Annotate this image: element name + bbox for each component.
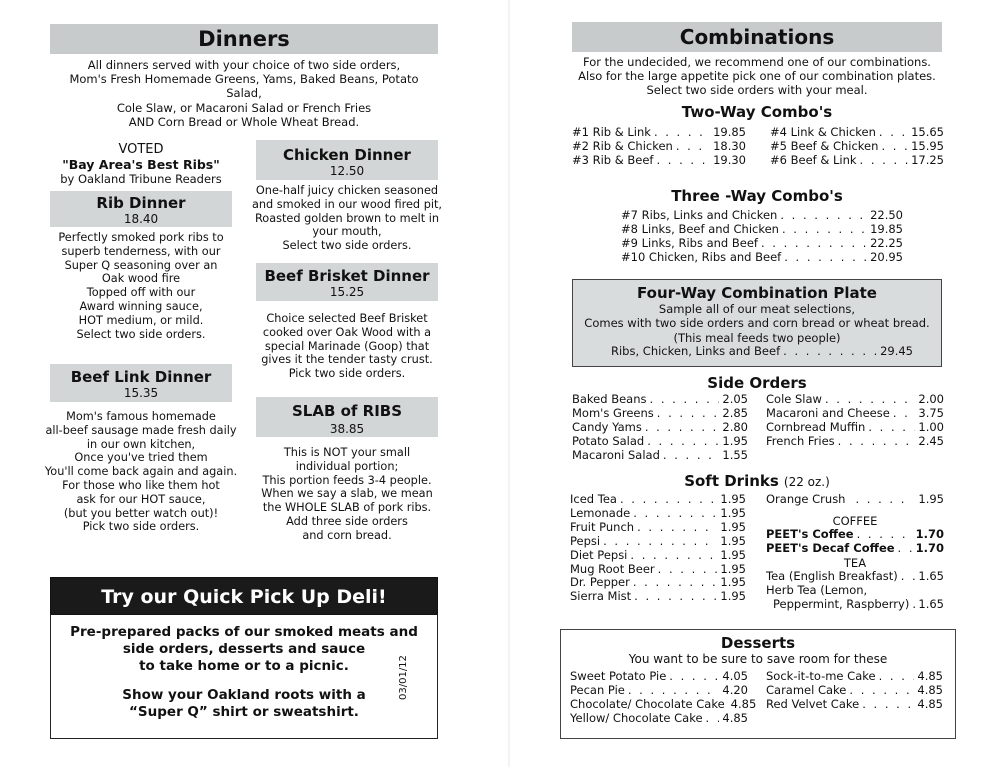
menu-item: Mug Root Beer . . . 1.95 bbox=[570, 563, 746, 577]
intro-line: Select two side orders with your meal. bbox=[646, 83, 868, 98]
desc-line: and corn bread. bbox=[302, 528, 392, 542]
menu-item-line: Herb Tea (Lemon, bbox=[766, 583, 868, 598]
desc-line: and smoked in our wood fired pit, bbox=[251, 197, 443, 211]
coffee-header: COFFEE bbox=[832, 513, 878, 528]
desc-line: cooked over Oak Wood with a bbox=[262, 325, 432, 339]
menu-item: Ribs, Chicken, Links and Beef . . . 29.45 bbox=[611, 345, 913, 359]
deli-line: Show your Oakland roots with a bbox=[122, 687, 366, 703]
deli-box bbox=[50, 614, 438, 739]
menu-item: #5 Beef & Chicken . . . 15.95 bbox=[770, 140, 944, 154]
rib-dinner-price: 18.40 bbox=[123, 212, 159, 226]
desc-line: (but you better watch out)! bbox=[63, 506, 219, 520]
side-orders-title: Side Orders bbox=[707, 374, 807, 392]
four-way-title: Four-Way Combination Plate bbox=[637, 284, 877, 302]
desserts-col2 bbox=[766, 670, 943, 712]
menu-item: Pepsi . . . 1.95 bbox=[570, 535, 746, 549]
beef-link-dinner-name: Beef Link Dinner bbox=[70, 368, 212, 386]
print-date bbox=[398, 610, 409, 700]
desserts-box bbox=[560, 629, 956, 739]
desc-line: Perfectly smoked pork ribs to bbox=[58, 231, 224, 244]
menu-item: #8 Links, Beef and Chicken . . . 19.85 bbox=[621, 223, 903, 237]
deli-line: side orders, desserts and sauce bbox=[122, 641, 366, 657]
desc-line: Select two side orders. bbox=[76, 327, 206, 341]
desc-line: Pick two side orders. bbox=[288, 367, 406, 381]
desc-line: Choice selected Beef Brisket bbox=[266, 312, 428, 325]
desc-line: Add three side orders bbox=[286, 514, 408, 528]
intro-line: All dinners served with your choice of two side orders, bbox=[87, 58, 401, 72]
desc-line: Pick two side orders. bbox=[82, 520, 200, 534]
desc-line: Select two side orders. bbox=[282, 239, 412, 253]
desc-line: One-half juicy chicken seasoned bbox=[255, 184, 439, 197]
four-way-line: Comes with two side orders and corn bread or wheat bread. bbox=[584, 316, 930, 331]
menu-item: Caramel Cake . . . 4.85 bbox=[766, 684, 943, 698]
four-way-box bbox=[572, 279, 942, 367]
menu-item: #3 Rib & Beef . . . 19.30 bbox=[572, 154, 746, 168]
menu-item: #4 Link & Chicken . . . 15.65 bbox=[770, 126, 944, 140]
desc-line: the WHOLE SLAB of pork ribs. bbox=[262, 501, 432, 515]
voted-badge bbox=[50, 143, 232, 187]
desc-line: Super Q seasoning over an bbox=[64, 258, 218, 272]
slab-ribs-desc bbox=[251, 446, 443, 543]
dinners-header bbox=[50, 24, 438, 54]
menu-item: Orange Crush . . . 1.95 bbox=[766, 493, 944, 507]
desc-line: special Marinade (Goop) that bbox=[264, 339, 430, 353]
menu-item: Candy Yams . . . 2.80 bbox=[572, 421, 748, 435]
desc-line: Award winning sauce, bbox=[79, 299, 203, 313]
desc-line: all-beef sausage made fresh daily bbox=[45, 423, 237, 437]
desc-line: You'll come back again and again. bbox=[44, 465, 238, 479]
voted-line: "Bay Area's Best Ribs" bbox=[62, 156, 220, 172]
intro-line: For the undecided, we recommend one of our combinations. bbox=[583, 55, 931, 69]
intro-line: Cole Slaw, or Macaroni Salad or French Fries bbox=[116, 100, 372, 115]
desc-line: For those who like them hot bbox=[62, 478, 220, 492]
brisket-dinner-price: 15.25 bbox=[329, 285, 365, 299]
menu-item: #6 Beef & Link . . . 17.25 bbox=[770, 154, 944, 168]
three-way-title: Three -Way Combo's bbox=[671, 187, 843, 205]
intro-line: Mom's Fresh Homemade Greens, Yams, Baked Beans, Potato Salad, bbox=[69, 72, 419, 101]
brisket-dinner-box bbox=[256, 263, 438, 301]
deli-title: Try our Quick Pick Up Deli! bbox=[101, 586, 387, 608]
deli-banner bbox=[50, 577, 438, 615]
desc-line: Once you've tried them bbox=[74, 451, 208, 465]
menu-item: Baked Beans . . . 2.05 bbox=[572, 393, 748, 407]
combinations-title: Combinations bbox=[679, 25, 835, 49]
menu-item: PEET's Decaf Coffee . . . 1.70 bbox=[766, 542, 944, 556]
menu-item: Macaroni Salad . . . 1.55 bbox=[572, 449, 748, 463]
menu-item: French Fries . . . 2.45 bbox=[766, 435, 944, 449]
desc-line: This portion feeds 3-4 people. bbox=[262, 473, 432, 487]
desserts-title: Desserts bbox=[720, 634, 796, 652]
side-orders-col2 bbox=[766, 393, 944, 449]
desc-line: When we say a slab, we mean bbox=[261, 487, 433, 501]
soft-drinks-title: Soft Drinks bbox=[684, 472, 779, 490]
deli-line: to take home or to a picnic. bbox=[139, 658, 349, 674]
four-way-line: Sample all of our meat selections, bbox=[658, 302, 856, 316]
beef-link-dinner-price: 15.35 bbox=[123, 386, 159, 400]
menu-item: Macaroni and Cheese . . . 3.75 bbox=[766, 407, 944, 421]
desc-line: Roasted golden brown to melt in bbox=[254, 211, 440, 225]
soft-drinks-size: (22 oz.) bbox=[783, 475, 830, 489]
soft-drinks-heading bbox=[572, 471, 942, 490]
menu-item: Pecan Pie . . . 4.20 bbox=[570, 684, 748, 698]
menu-item: Dr. Pepper . . . 1.95 bbox=[570, 576, 746, 590]
menu-item: PEET's Coffee . . . 1.70 bbox=[766, 528, 944, 542]
menu-item: #2 Rib & Chicken . . . 18.30 bbox=[572, 140, 746, 154]
menu-item: #9 Links, Ribs and Beef . . . 22.25 bbox=[621, 237, 903, 251]
chicken-dinner-price: 12.50 bbox=[329, 164, 365, 178]
desc-line: HOT medium, or mild. bbox=[78, 313, 204, 327]
menu-item: #10 Chicken, Ribs and Beef . . . 20.95 bbox=[621, 251, 903, 265]
dinners-title: Dinners bbox=[198, 27, 290, 51]
desc-line: individual portion; bbox=[295, 459, 399, 473]
menu-item: Sweet Potato Pie . . . 4.05 bbox=[570, 670, 748, 684]
desc-line: This is NOT your small bbox=[283, 446, 411, 459]
rib-dinner-name: Rib Dinner bbox=[96, 194, 186, 212]
menu-item: #7 Ribs, Links and Chicken . . . 22.50 bbox=[621, 209, 903, 223]
chicken-dinner-name: Chicken Dinner bbox=[283, 146, 411, 164]
slab-ribs-box bbox=[256, 397, 438, 437]
side-orders-col1 bbox=[572, 393, 748, 463]
menu-item: Tea (English Breakfast) . . . 1.65 bbox=[766, 570, 944, 584]
print-date-text: 03/01/12 bbox=[398, 655, 409, 700]
menu-item: Lemonade . . . 1.95 bbox=[570, 507, 746, 521]
desserts-subtitle: You want to be sure to save room for these bbox=[628, 652, 888, 666]
intro-line: AND Corn Bread or Whole Wheat Bread. bbox=[128, 114, 360, 129]
menu-item: Iced Tea . . . 1.95 bbox=[570, 493, 746, 507]
voted-line: by Oakland Tribune Readers bbox=[60, 172, 222, 186]
desserts-col1 bbox=[570, 669, 757, 726]
two-way-col1 bbox=[572, 126, 746, 168]
menu-item: Sock-it-to-me Cake . . . 4.85 bbox=[766, 670, 943, 684]
desc-line: Oak wood fire bbox=[101, 272, 181, 286]
three-way-list bbox=[621, 209, 903, 265]
menu-item: Fruit Punch . . . 1.95 bbox=[570, 521, 746, 535]
beef-link-dinner-box bbox=[50, 364, 232, 402]
soft-drinks-col1 bbox=[570, 493, 746, 604]
two-way-col2 bbox=[770, 126, 944, 168]
menu-item: Chocolate/ Chocolate Cake 4.85 bbox=[570, 696, 757, 711]
four-way-line: (This meal feeds two people) bbox=[673, 330, 841, 345]
combinations-header bbox=[572, 22, 942, 52]
menu-item: Red Velvet Cake . . . 4.85 bbox=[766, 698, 943, 712]
menu-item: #1 Rib & Link . . . 19.85 bbox=[572, 126, 746, 140]
desc-line: gives it the tender tasty crust. bbox=[261, 353, 433, 367]
desc-line: ask for our HOT sauce, bbox=[76, 492, 206, 506]
menu-item: Cornbread Muffin . . . 1.00 bbox=[766, 421, 944, 435]
combinations-intro bbox=[552, 55, 962, 98]
desc-line: Mom's famous homemade bbox=[66, 410, 216, 423]
two-way-title: Two-Way Combo's bbox=[681, 103, 833, 121]
desc-line: superb tenderness, with our bbox=[61, 244, 221, 258]
deli-line: Pre-prepared packs of our smoked meats and bbox=[70, 624, 418, 640]
menu-item: Cole Slaw . . . 2.00 bbox=[766, 393, 944, 407]
chicken-dinner-desc bbox=[251, 184, 443, 253]
slab-ribs-name: SLAB of RIBS bbox=[291, 402, 403, 420]
page-fold bbox=[508, 0, 510, 767]
voted-line: VOTED bbox=[118, 142, 164, 157]
brisket-dinner-desc bbox=[251, 312, 443, 381]
rib-dinner-box bbox=[50, 191, 232, 227]
menu-item: Diet Pepsi . . . 1.95 bbox=[570, 549, 746, 563]
desc-line: in our own kitchen, bbox=[86, 437, 196, 451]
menu-item: Peppermint, Raspberry) . . . 1.65 bbox=[766, 598, 944, 612]
menu-item: Sierra Mist . . . 1.95 bbox=[570, 590, 746, 604]
chicken-dinner-box bbox=[256, 140, 438, 180]
menu-item: Potato Salad . . . 1.95 bbox=[572, 435, 748, 449]
menu-item: Yellow/ Chocolate Cake . . . 4.85 bbox=[570, 712, 748, 726]
desc-line: your mouth, bbox=[312, 225, 382, 239]
desc-line: Topped off with our bbox=[86, 286, 196, 300]
dinners-intro bbox=[50, 58, 438, 129]
slab-ribs-price: 38.85 bbox=[329, 422, 365, 436]
intro-line: Also for the large appetite pick one of our combination plates. bbox=[578, 69, 936, 84]
rib-dinner-desc bbox=[50, 231, 232, 341]
deli-line: “Super Q” shirt or sweatshirt. bbox=[129, 704, 359, 720]
menu-item: Mom's Greens . . . 2.85 bbox=[572, 407, 748, 421]
soft-drinks-col2 bbox=[766, 493, 944, 612]
tea-header: TEA bbox=[843, 556, 867, 571]
beef-link-dinner-desc bbox=[40, 410, 242, 534]
brisket-dinner-name: Beef Brisket Dinner bbox=[264, 267, 430, 285]
